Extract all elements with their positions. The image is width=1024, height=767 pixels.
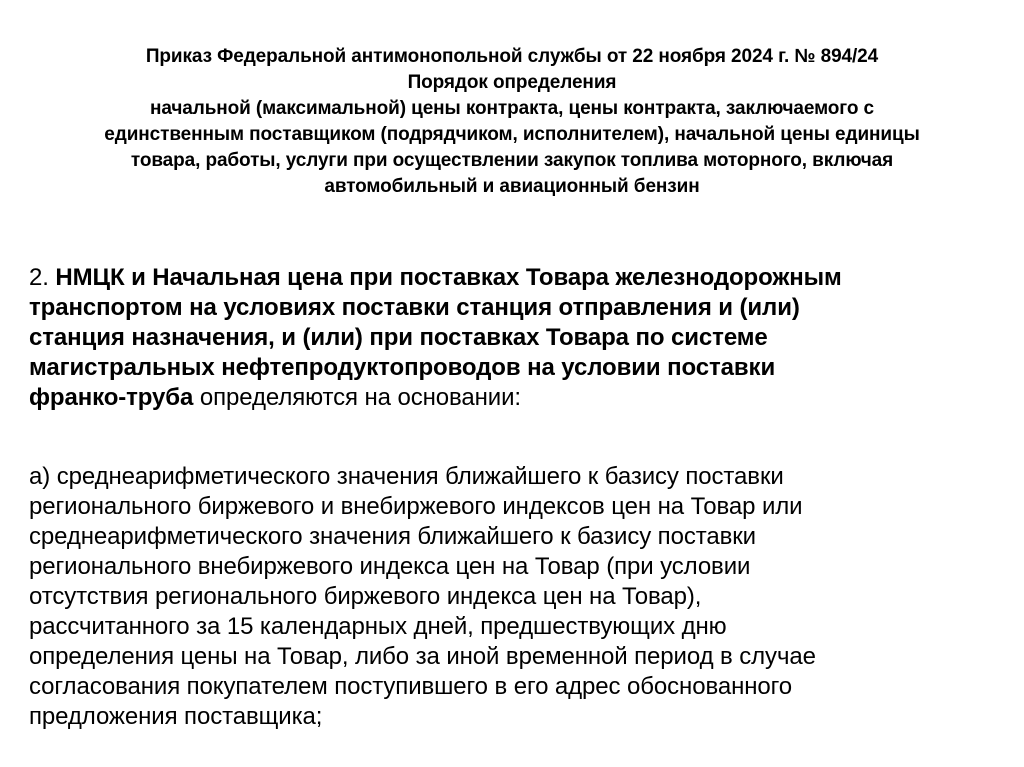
bold-text: НМЦК и Начальная цена при поставках Товара железнодорожным xyxy=(55,264,842,291)
paragraph-line: согласования покупателем поступившего в его адрес обоснованного xyxy=(29,673,793,700)
paragraph-line: регионального биржевого и внебиржевого индексов цен на Товар или xyxy=(29,493,803,520)
document-title xyxy=(40,44,984,200)
paragraph-line: регионального внебиржевого индекса цен на Товар (при условии xyxy=(29,553,751,580)
paragraph-line: отсутствия регионального биржевого индекса цен на Товар), xyxy=(29,583,702,610)
title-line: Приказ Федеральной антимонопольной службы от 22 ноября 2024 г. № 894/24 xyxy=(145,46,879,67)
title-line: начальной (максимальной) цены контракта, цены контракта, заключаемого с xyxy=(149,98,875,119)
document-body xyxy=(29,263,1004,732)
title-line: единственным поставщиком (подрядчиком, исполнителем), начальной цены единицы xyxy=(104,124,920,145)
paragraph-a xyxy=(29,462,1004,732)
regular-text: определяются на основании: xyxy=(193,384,521,411)
title-line: автомобильный и авиационный бензин xyxy=(324,176,700,197)
paragraph-line xyxy=(29,383,1004,413)
title-line: товара, работы, услуги при осуществлении закупок топлива моторного, включая xyxy=(130,150,894,171)
paragraph-line: рассчитанного за 15 календарных дней, предшествующих дню xyxy=(29,613,727,640)
paragraph-line: определения цены на Товар, либо за иной временной период в случае xyxy=(29,643,816,670)
paragraph-line: станция назначения, и (или) при поставках Товара по системе xyxy=(29,324,768,351)
paragraph-2 xyxy=(29,263,1004,413)
paragraph-line: среднеарифметического значения ближайшего к базису поставки xyxy=(29,523,756,550)
paragraph-number: 2. xyxy=(29,264,56,291)
paragraph-line xyxy=(29,263,1004,293)
paragraph-line: а) среднеарифметического значения ближайшего к базису поставки xyxy=(29,463,784,490)
paragraph-line: транспортом на условиях поставки станция отправления и (или) xyxy=(29,294,800,321)
bold-text: франко-труба xyxy=(29,384,194,411)
title-line: Порядок определения xyxy=(407,72,617,93)
paragraph-line: магистральных нефтепродуктопроводов на условии поставки xyxy=(29,354,776,381)
paragraph-line: предложения поставщика; xyxy=(29,703,323,730)
